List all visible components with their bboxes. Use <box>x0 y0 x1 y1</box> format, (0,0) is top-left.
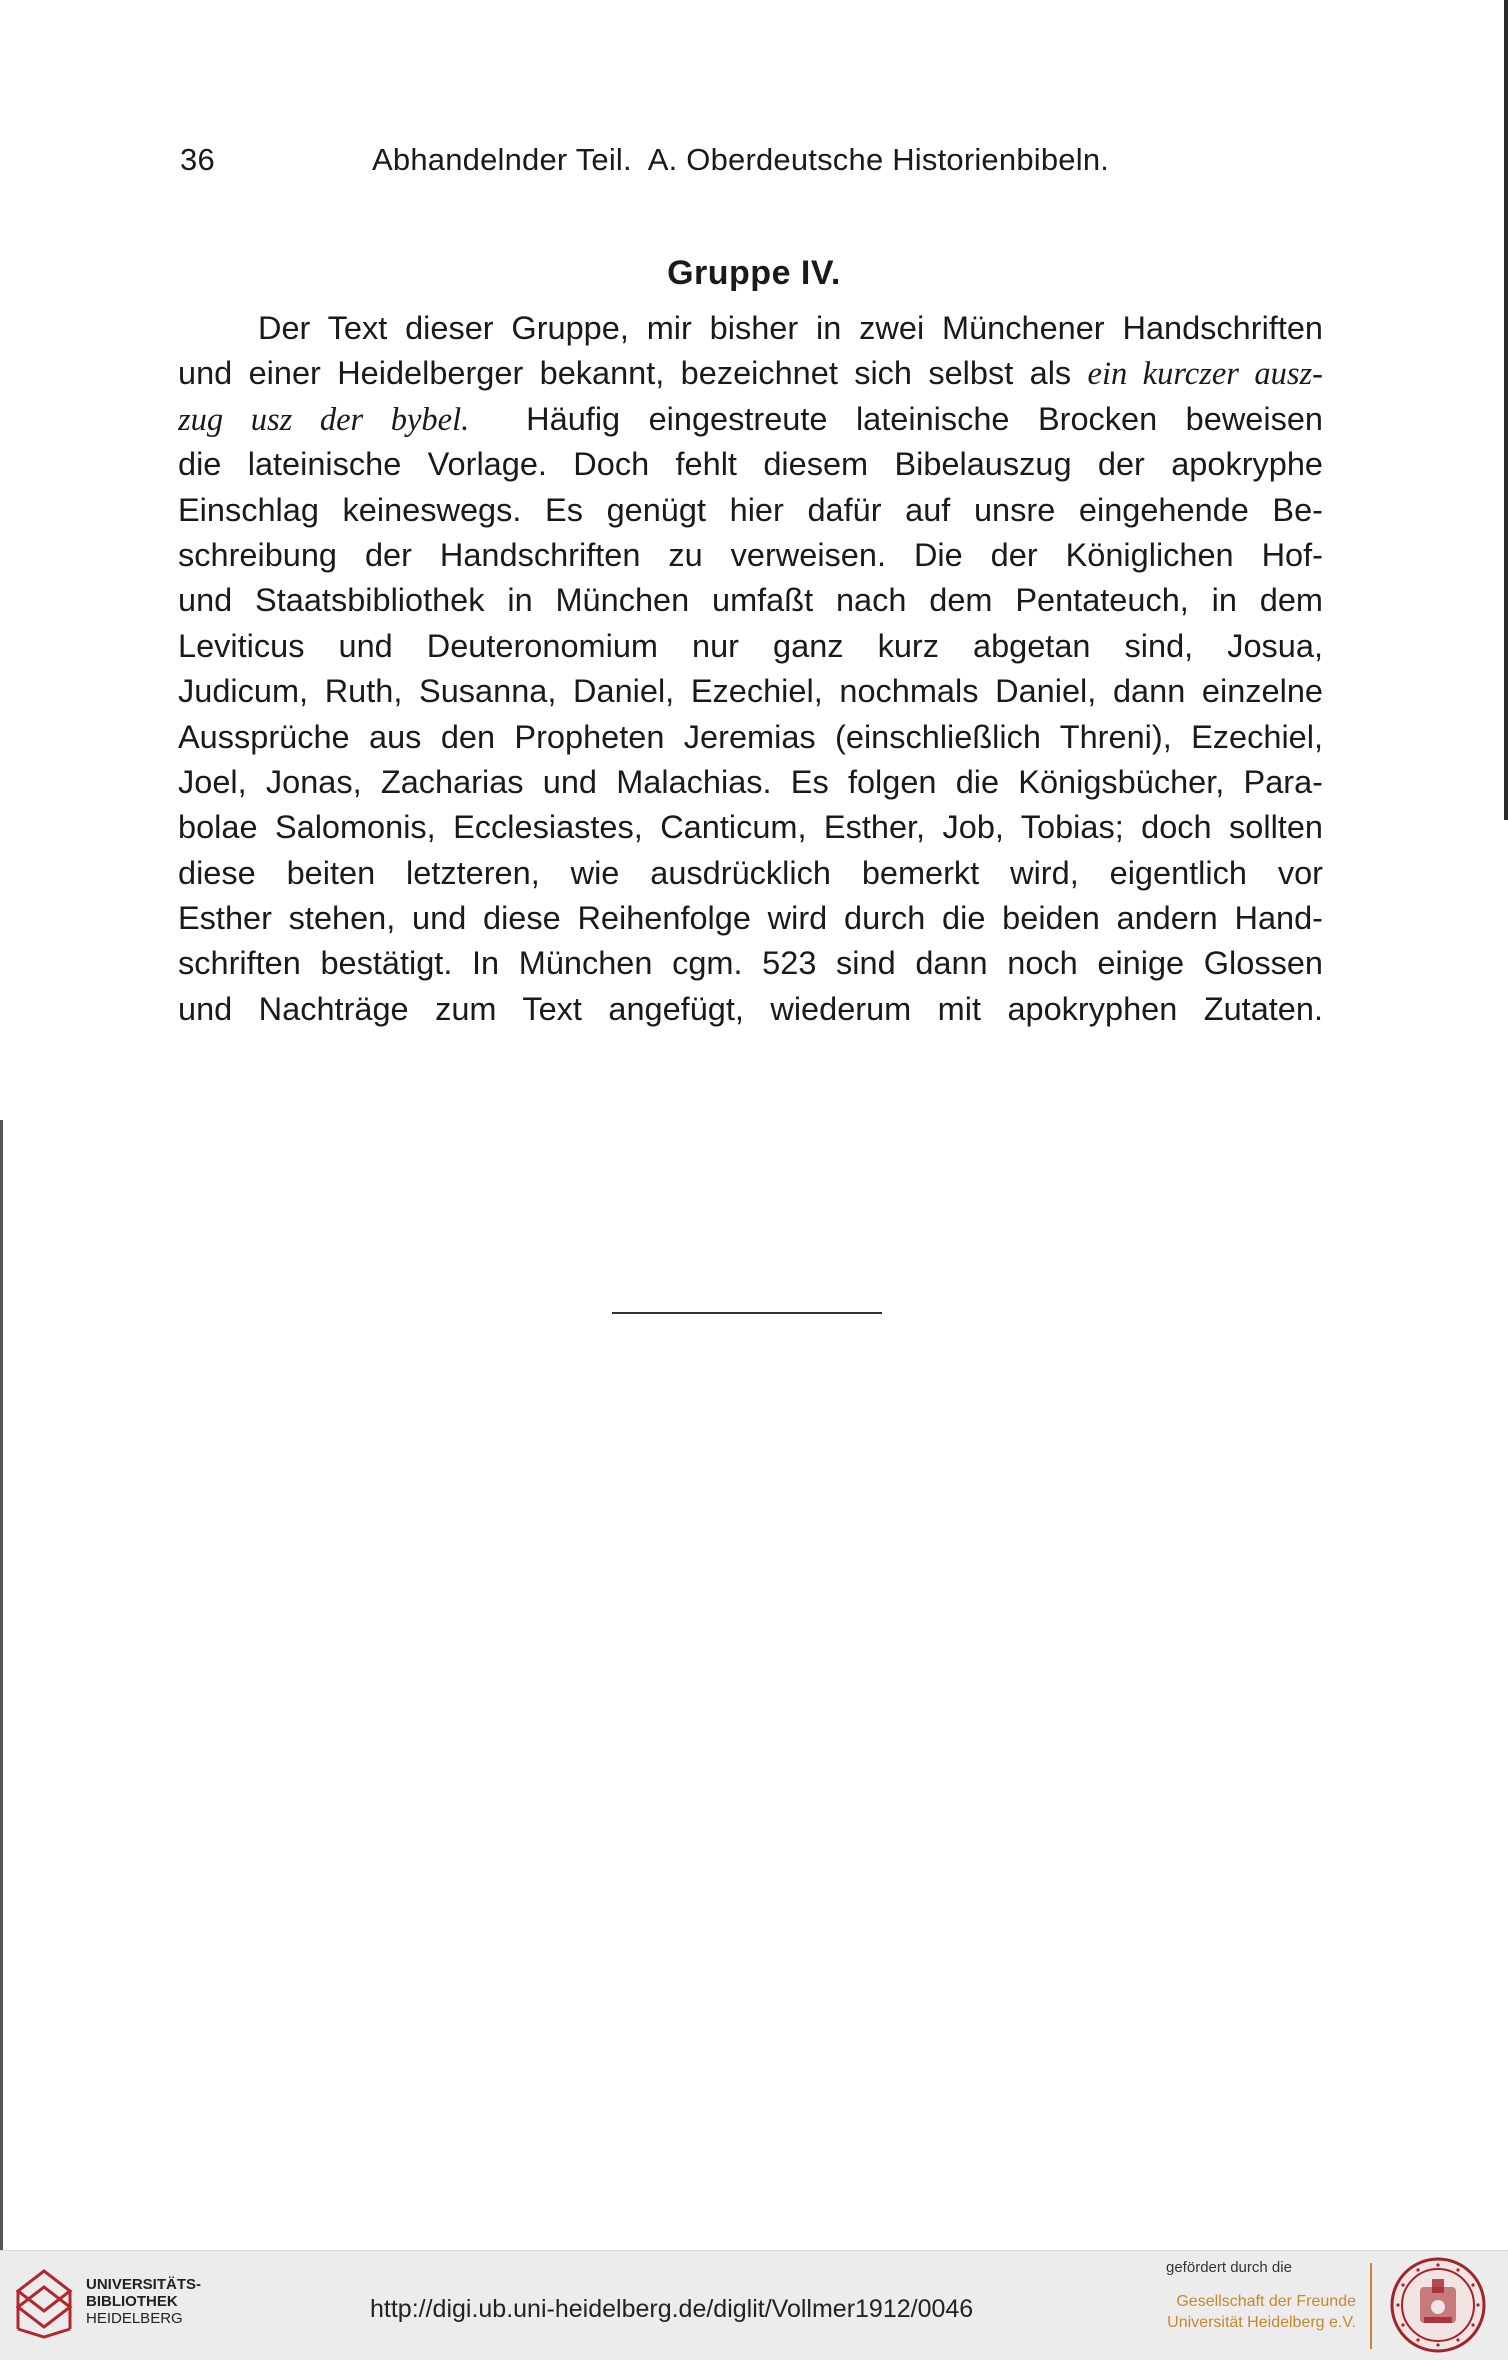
text-line-2 <box>178 351 1323 396</box>
text-line-8: Leviticus und Deuteronomium nur ganz kurz abgetan sind, Josua, <box>178 627 1323 664</box>
page-number: 36 <box>180 142 215 177</box>
sponsor-line-2: Universität Heidelberg e.V. <box>1167 2314 1356 2331</box>
text-line-12: bolae Salomonis, Ecclesiastes, Canticum, Esther, Job, Tobias; doch sollten <box>178 809 1323 846</box>
sponsor-line-1: Gesellschaft der Freunde <box>1176 2293 1356 2310</box>
footer-bar <box>0 2250 1508 2360</box>
ub-heidelberg-logo-icon[interactable] <box>14 2267 74 2341</box>
text-line-10: Aussprüche aus den Propheten Jeremias (einschließlich Threni), Ezechiel, <box>178 718 1323 755</box>
sponsor-label: gefördert durch die <box>1166 2259 1292 2276</box>
text-line-14: Esther stehen, und diese Reihenfolge wird durch die beiden andern Hand- <box>178 900 1323 937</box>
section-heading: Gruppe IV. <box>667 254 841 292</box>
library-line-2: BIBLIOTHEK <box>86 2293 178 2310</box>
text-line-9: Judicum, Ruth, Susanna, Daniel, Ezechiel, nochmals Daniel, dann einzelne <box>178 673 1323 710</box>
text-line-1: Der Text dieser Gruppe, mir bisher in zwei Münchener Handschriften <box>258 310 1323 346</box>
library-line-3: HEIDELBERG <box>86 2310 183 2327</box>
text-line-16: und Nachträge zum Text angefügt, wiederum mit apokryphen Zutaten. <box>178 990 1323 1027</box>
text-line-13: diese beiten letzteren, wie ausdrücklich bemerkt wird, eigentlich vor <box>178 854 1323 891</box>
text-line-3-roman: Häufig eingestreute lateinische Brocken beweisen <box>469 400 1323 437</box>
body-paragraph <box>178 306 1323 1032</box>
text-line-3 <box>178 397 1323 442</box>
text-line-15: schriften bestätigt. In München cgm. 523 sind dann noch einige Glossen <box>178 945 1323 982</box>
text-line-3-italic: zug usz der bybel. <box>178 401 470 438</box>
running-head <box>180 142 1330 192</box>
permalink-url[interactable]: http://digi.ub.uni-heidelberg.de/diglit/Vollmer1912/0046 <box>370 2295 974 2323</box>
sponsor-divider <box>1370 2263 1372 2349</box>
running-title: Abhandelnder Teil. A. Oberdeutsche Historienbibeln. <box>372 142 1110 177</box>
text-line-2-italic: ein kurczer ausz- <box>1087 356 1323 393</box>
library-name <box>86 2276 201 2327</box>
scan-edge-right <box>1504 0 1508 820</box>
text-line-5: Einschlag keineswegs. Es genügt hier dafür auf unsre eingehende Be- <box>178 491 1323 528</box>
text-line-2-roman: und einer Heidelberger bekannt, bezeichnet sich selbst als <box>178 355 1088 392</box>
text-line-7: und Staatsbibliothek in München umfaßt nach dem Pentateuch, in dem <box>178 582 1323 619</box>
text-line-4: die lateinische Vorlage. Doch fehlt diesem Bibelauszug der apokryphe <box>178 446 1323 483</box>
library-line-1: UNIVERSITÄTS- <box>86 2276 202 2293</box>
text-line-11: Joel, Jonas, Zacharias und Malachias. Es folgen die Königsbücher, Para- <box>178 763 1323 800</box>
sponsor-name[interactable] <box>1160 2291 1356 2333</box>
section-end-rule <box>612 1312 882 1314</box>
university-seal-icon <box>1390 2257 1486 2353</box>
text-line-6: schreibung der Handschriften zu verweisen. Die der Königlichen Hof- <box>178 536 1323 573</box>
scan-edge-left <box>0 1120 3 2250</box>
